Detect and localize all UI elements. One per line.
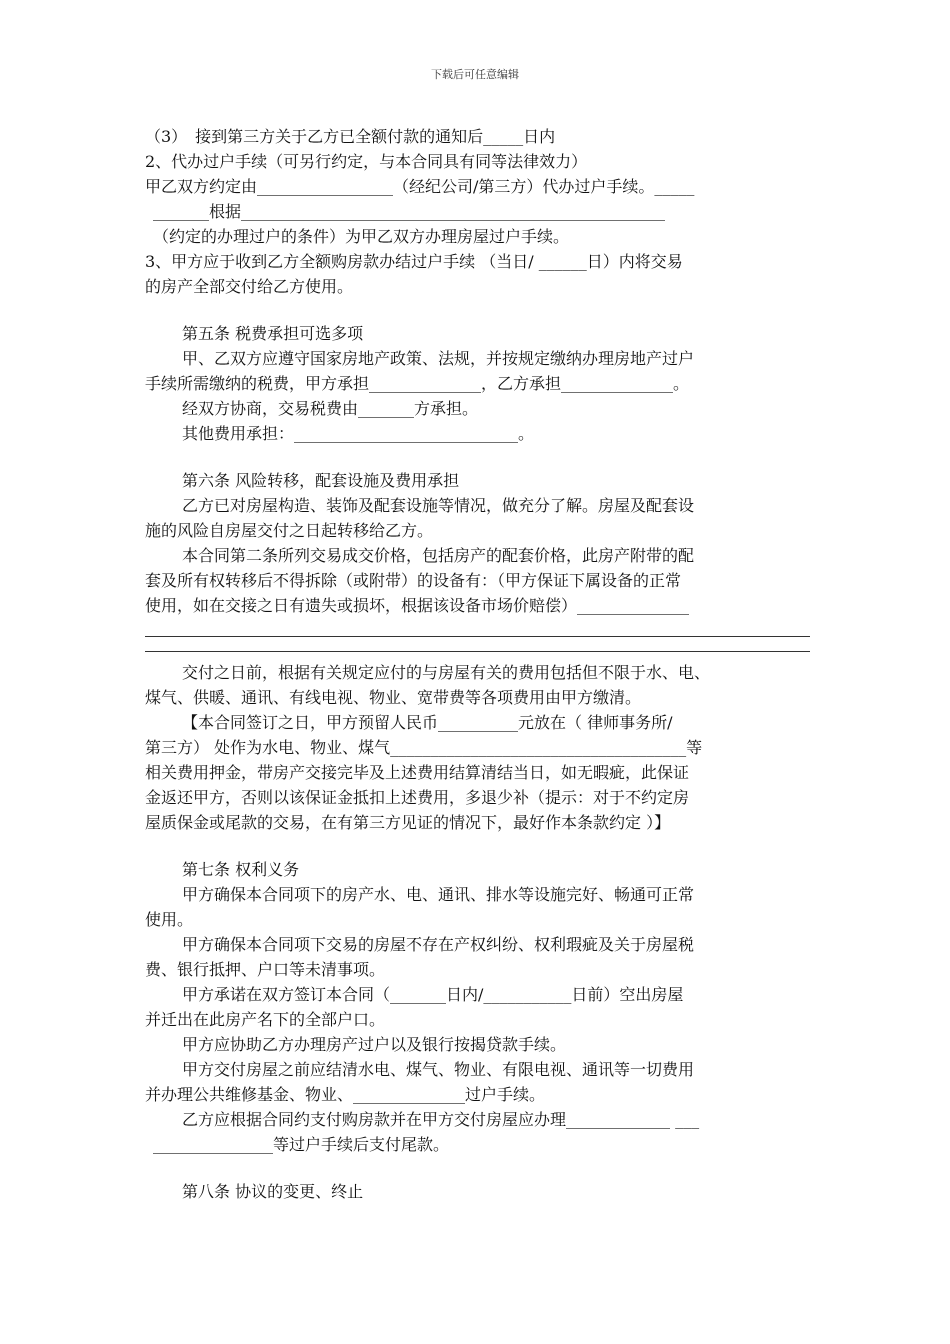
page-header-note: 下载后可任意编辑: [431, 68, 519, 81]
article-5-title: 第五条 税费承担可选多项: [182, 324, 364, 343]
clause-line: 第三方） 处作为水电、物业、煤气_____________________________________等: [145, 738, 703, 757]
clause-line: （约定的办理过户的条件）为甲乙双方办理房屋过户手续。: [153, 227, 570, 246]
clause-line: 3、甲方应于收到乙方全额购房款办结过户手续 （当日/ ______日）内将交易: [145, 252, 683, 271]
clause-line: 甲乙双方约定由_________________（经纪公司/第三方）代办过户手续。_____: [145, 177, 695, 196]
clause-line: 的房产全部交付给乙方使用。: [145, 277, 354, 296]
clause-line: 施的风险自房屋交付之日起转移给乙方。: [145, 521, 434, 540]
clause-line: 费、银行抵押、户口等未清事项。: [145, 960, 386, 979]
clause-line: 煤气、供暖、通讯、有线电视、物业、宽带费等各项费用由甲方缴清。: [145, 688, 642, 707]
clause-line: 其他费用承担：____________________________。: [182, 424, 535, 443]
clause-line: 使用。: [145, 910, 194, 929]
article-8-title: 第八条 协议的变更、终止: [182, 1182, 364, 1201]
article-6-title: 第六条 风险转移，配套设施及费用承担: [182, 471, 460, 490]
article-7-title: 第七条 权利义务: [182, 860, 300, 879]
clause-line: 甲方应协助乙方办理房产过户以及银行按揭贷款手续。: [182, 1035, 567, 1054]
clause-line: （3） 接到第三方关于乙方已全额付款的通知后_____日内: [145, 127, 556, 146]
clause-line: 甲方承诺在双方签订本合同（_______日内/___________日前）空出房屋: [182, 985, 684, 1004]
clause-line: 甲、乙双方应遵守国家房地产政策、法规，并按规定缴纳办理房地产过户: [182, 349, 695, 368]
clause-line: 交付之日前，根据有关规定应付的与房屋有关的费用包括但不限于水、电、: [182, 663, 711, 682]
clause-line: 【本合同签订之日，甲方预留人民币__________元放在（ 律师事务所/: [182, 713, 673, 732]
clause-line: 甲方交付房屋之前应结清水电、煤气、物业、有限电视、通讯等一切费用: [182, 1060, 695, 1079]
clause-line: 金返还甲方，否则以该保证金抵扣上述费用，多退少补（提示：对于不约定房: [145, 788, 690, 807]
blank-fill-line: [145, 651, 810, 652]
clause-line: 并办理公共维修基金、物业、______________过户手续。: [145, 1085, 546, 1104]
clause-line: _______根据_____________________________________________________: [153, 202, 666, 221]
clause-line: 手续所需缴纳的税费，甲方承担______________，乙方承担______________。: [145, 374, 690, 393]
clause-line: _______________等过户手续后支付尾款。: [153, 1135, 450, 1154]
clause-line: 屋质保金或尾款的交易，在有第三方见证的情况下，最好作本条款约定 ）】: [145, 813, 671, 832]
clause-line: 2、代办过户手续（可另行约定，与本合同具有同等法律效力）: [145, 152, 588, 171]
clause-line: 相关费用押金，带房产交接完毕及上述费用结算清结当日，如无暇疵，此保证: [145, 763, 690, 782]
clause-line: 使用，如在交接之日有遗失或损坏，根据该设备市场价赔偿）______________: [145, 596, 690, 615]
clause-line: 本合同第二条所列交易成交价格，包括房产的配套价格，此房产附带的配: [182, 546, 695, 565]
clause-line: 乙方应根据合同约支付购房款并在甲方交付房屋应办理_____________ ___: [182, 1110, 700, 1129]
clause-line: 并迁出在此房产名下的全部户口。: [145, 1010, 386, 1029]
clause-line: 经双方协商，交易税费由_______方承担。: [182, 399, 479, 418]
clause-line: 甲方确保本合同项下交易的房屋不存在产权纠纷、权利瑕疵及关于房屋税: [182, 935, 695, 954]
contract-body: [145, 124, 810, 1204]
clause-line: 套及所有权转移后不得拆除（或附带）的设备有：（甲方保证下属设备的正常: [145, 571, 682, 590]
blank-fill-line: [145, 636, 810, 637]
clause-line: 乙方已对房屋构造、装饰及配套设施等情况，做充分了解。房屋及配套设: [182, 496, 695, 515]
clause-line: 甲方确保本合同项下的房产水、电、通讯、排水等设施完好、畅通可正常: [182, 885, 695, 904]
